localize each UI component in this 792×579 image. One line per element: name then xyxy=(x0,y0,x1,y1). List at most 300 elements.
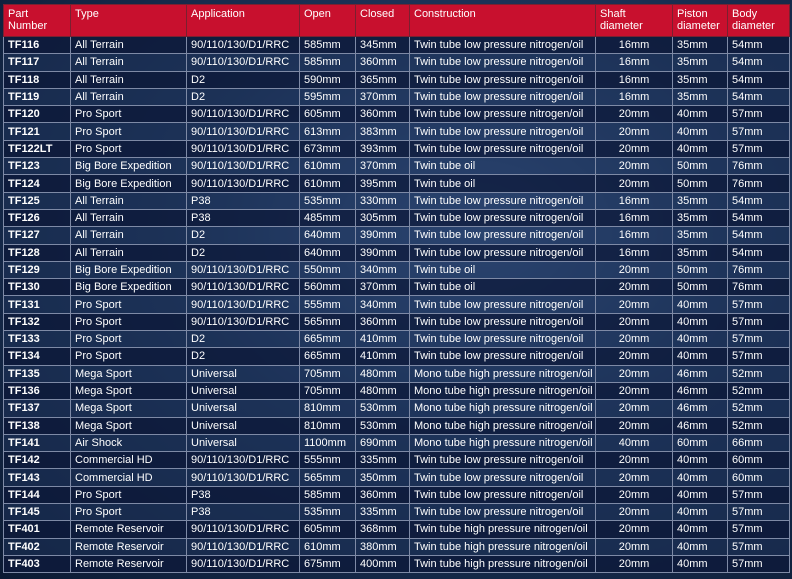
open-cell: 560mm xyxy=(300,279,356,296)
part-number-cell: TF117 xyxy=(4,54,71,71)
table-row xyxy=(4,452,790,469)
application-cell: D2 xyxy=(187,227,300,244)
type-cell: Pro Sport xyxy=(71,313,187,330)
closed-cell: 360mm xyxy=(356,313,410,330)
application-cell: 90/110/130/D1/RRC xyxy=(187,158,300,175)
open-cell: 1100mm xyxy=(300,434,356,451)
type-cell: Remote Reservoir xyxy=(71,538,187,555)
open-cell: 585mm xyxy=(300,486,356,503)
piston-diameter-cell: 40mm xyxy=(673,140,728,157)
closed-cell: 393mm xyxy=(356,140,410,157)
body-diameter-cell: 54mm xyxy=(728,71,790,88)
body-diameter-cell: 57mm xyxy=(728,313,790,330)
table-row xyxy=(4,37,790,54)
construction-cell: Twin tube low pressure nitrogen/oil xyxy=(410,486,596,503)
body-diameter-cell: 54mm xyxy=(728,88,790,105)
shaft-diameter-cell: 16mm xyxy=(596,209,673,226)
piston-diameter-cell: 35mm xyxy=(673,54,728,71)
table-row xyxy=(4,279,790,296)
open-cell: 665mm xyxy=(300,331,356,348)
application-cell: P38 xyxy=(187,486,300,503)
open-cell: 565mm xyxy=(300,469,356,486)
piston-diameter-cell: 40mm xyxy=(673,106,728,123)
piston-diameter-cell: 46mm xyxy=(673,417,728,434)
open-cell: 613mm xyxy=(300,123,356,140)
table-row xyxy=(4,469,790,486)
part-number-cell: TF126 xyxy=(4,209,71,226)
application-cell: 90/110/130/D1/RRC xyxy=(187,37,300,54)
open-cell: 535mm xyxy=(300,504,356,521)
construction-cell: Mono tube high pressure nitrogen/oil xyxy=(410,434,596,451)
table-row xyxy=(4,434,790,451)
shaft-diameter-cell: 40mm xyxy=(596,434,673,451)
type-cell: All Terrain xyxy=(71,244,187,261)
table-row xyxy=(4,227,790,244)
body-diameter-cell: 54mm xyxy=(728,209,790,226)
table-row xyxy=(4,382,790,399)
construction-cell: Twin tube low pressure nitrogen/oil xyxy=(410,37,596,54)
body-diameter-cell: 57mm xyxy=(728,123,790,140)
type-cell: All Terrain xyxy=(71,37,187,54)
body-diameter-cell: 57mm xyxy=(728,504,790,521)
application-cell: 90/110/130/D1/RRC xyxy=(187,261,300,278)
open-cell: 590mm xyxy=(300,71,356,88)
type-cell: All Terrain xyxy=(71,71,187,88)
part-number-cell: TF122LT xyxy=(4,140,71,157)
construction-cell: Mono tube high pressure nitrogen/oil xyxy=(410,365,596,382)
body-diameter-cell: 54mm xyxy=(728,192,790,209)
application-cell: Universal xyxy=(187,400,300,417)
application-cell: D2 xyxy=(187,348,300,365)
table-row xyxy=(4,365,790,382)
construction-cell: Twin tube high pressure nitrogen/oil xyxy=(410,555,596,572)
construction-cell: Mono tube high pressure nitrogen/oil xyxy=(410,417,596,434)
type-cell: Mega Sport xyxy=(71,365,187,382)
shaft-diameter-cell: 20mm xyxy=(596,296,673,313)
closed-cell: 370mm xyxy=(356,279,410,296)
piston-diameter-cell: 35mm xyxy=(673,71,728,88)
part-number-cell: TF118 xyxy=(4,71,71,88)
open-cell: 605mm xyxy=(300,106,356,123)
header-open: Open xyxy=(300,5,356,37)
body-diameter-cell: 57mm xyxy=(728,140,790,157)
closed-cell: 360mm xyxy=(356,486,410,503)
part-number-cell: TF135 xyxy=(4,365,71,382)
type-cell: Commercial HD xyxy=(71,469,187,486)
application-cell: 90/110/130/D1/RRC xyxy=(187,313,300,330)
application-cell: 90/110/130/D1/RRC xyxy=(187,452,300,469)
closed-cell: 365mm xyxy=(356,71,410,88)
open-cell: 810mm xyxy=(300,417,356,434)
table-row xyxy=(4,158,790,175)
application-cell: D2 xyxy=(187,331,300,348)
part-number-cell: TF136 xyxy=(4,382,71,399)
piston-diameter-cell: 40mm xyxy=(673,504,728,521)
closed-cell: 383mm xyxy=(356,123,410,140)
construction-cell: Twin tube low pressure nitrogen/oil xyxy=(410,313,596,330)
construction-cell: Twin tube low pressure nitrogen/oil xyxy=(410,192,596,209)
shaft-diameter-cell: 20mm xyxy=(596,417,673,434)
header-application: Application xyxy=(187,5,300,37)
body-diameter-cell: 57mm xyxy=(728,296,790,313)
shaft-diameter-cell: 20mm xyxy=(596,521,673,538)
type-cell: Remote Reservoir xyxy=(71,555,187,572)
body-diameter-cell: 52mm xyxy=(728,400,790,417)
piston-diameter-cell: 35mm xyxy=(673,209,728,226)
shaft-diameter-cell: 16mm xyxy=(596,192,673,209)
piston-diameter-cell: 40mm xyxy=(673,555,728,572)
closed-cell: 410mm xyxy=(356,331,410,348)
table-row xyxy=(4,175,790,192)
part-number-cell: TF142 xyxy=(4,452,71,469)
construction-cell: Twin tube oil xyxy=(410,279,596,296)
construction-cell: Twin tube oil xyxy=(410,261,596,278)
piston-diameter-cell: 46mm xyxy=(673,400,728,417)
piston-diameter-cell: 35mm xyxy=(673,37,728,54)
closed-cell: 400mm xyxy=(356,555,410,572)
application-cell: 90/110/130/D1/RRC xyxy=(187,296,300,313)
open-cell: 640mm xyxy=(300,227,356,244)
application-cell: 90/110/130/D1/RRC xyxy=(187,106,300,123)
open-cell: 610mm xyxy=(300,158,356,175)
application-cell: D2 xyxy=(187,71,300,88)
application-cell: Universal xyxy=(187,382,300,399)
closed-cell: 370mm xyxy=(356,88,410,105)
construction-cell: Twin tube low pressure nitrogen/oil xyxy=(410,71,596,88)
header-closed: Closed xyxy=(356,5,410,37)
table-row xyxy=(4,71,790,88)
body-diameter-cell: 57mm xyxy=(728,486,790,503)
body-diameter-cell: 57mm xyxy=(728,521,790,538)
body-diameter-cell: 54mm xyxy=(728,37,790,54)
type-cell: Remote Reservoir xyxy=(71,521,187,538)
construction-cell: Mono tube high pressure nitrogen/oil xyxy=(410,400,596,417)
open-cell: 535mm xyxy=(300,192,356,209)
part-number-cell: TF145 xyxy=(4,504,71,521)
part-number-cell: TF143 xyxy=(4,469,71,486)
shaft-diameter-cell: 20mm xyxy=(596,538,673,555)
table-row xyxy=(4,209,790,226)
closed-cell: 390mm xyxy=(356,227,410,244)
table-body xyxy=(4,37,790,573)
table-row xyxy=(4,504,790,521)
application-cell: 90/110/130/D1/RRC xyxy=(187,538,300,555)
closed-cell: 530mm xyxy=(356,400,410,417)
type-cell: All Terrain xyxy=(71,192,187,209)
closed-cell: 380mm xyxy=(356,538,410,555)
part-number-cell: TF131 xyxy=(4,296,71,313)
open-cell: 705mm xyxy=(300,365,356,382)
type-cell: Mega Sport xyxy=(71,400,187,417)
part-number-cell: TF129 xyxy=(4,261,71,278)
open-cell: 555mm xyxy=(300,296,356,313)
header-construction: Construction xyxy=(410,5,596,37)
header-shaft-diameter: Shaft diameter xyxy=(596,5,673,37)
application-cell: Universal xyxy=(187,365,300,382)
open-cell: 485mm xyxy=(300,209,356,226)
application-cell: Universal xyxy=(187,434,300,451)
shaft-diameter-cell: 20mm xyxy=(596,140,673,157)
construction-cell: Twin tube low pressure nitrogen/oil xyxy=(410,469,596,486)
part-number-cell: TF137 xyxy=(4,400,71,417)
closed-cell: 335mm xyxy=(356,504,410,521)
part-number-cell: TF402 xyxy=(4,538,71,555)
shaft-diameter-cell: 20mm xyxy=(596,504,673,521)
application-cell: 90/110/130/D1/RRC xyxy=(187,175,300,192)
header-body-diameter: Body diameter xyxy=(728,5,790,37)
part-number-cell: TF133 xyxy=(4,331,71,348)
application-cell: 90/110/130/D1/RRC xyxy=(187,279,300,296)
table-header-row xyxy=(4,5,790,37)
piston-diameter-cell: 40mm xyxy=(673,486,728,503)
table-row xyxy=(4,192,790,209)
piston-diameter-cell: 50mm xyxy=(673,175,728,192)
piston-diameter-cell: 46mm xyxy=(673,365,728,382)
type-cell: Pro Sport xyxy=(71,331,187,348)
part-number-cell: TF132 xyxy=(4,313,71,330)
body-diameter-cell: 76mm xyxy=(728,158,790,175)
table-row xyxy=(4,555,790,572)
piston-diameter-cell: 40mm xyxy=(673,538,728,555)
part-number-cell: TF124 xyxy=(4,175,71,192)
piston-diameter-cell: 46mm xyxy=(673,382,728,399)
application-cell: 90/110/130/D1/RRC xyxy=(187,469,300,486)
table-row xyxy=(4,106,790,123)
piston-diameter-cell: 40mm xyxy=(673,469,728,486)
shaft-diameter-cell: 20mm xyxy=(596,400,673,417)
application-cell: P38 xyxy=(187,209,300,226)
closed-cell: 410mm xyxy=(356,348,410,365)
application-cell: Universal xyxy=(187,417,300,434)
type-cell: Pro Sport xyxy=(71,106,187,123)
shaft-diameter-cell: 16mm xyxy=(596,88,673,105)
application-cell: 90/110/130/D1/RRC xyxy=(187,140,300,157)
type-cell: Pro Sport xyxy=(71,123,187,140)
piston-diameter-cell: 40mm xyxy=(673,296,728,313)
part-number-cell: TF120 xyxy=(4,106,71,123)
table-row xyxy=(4,417,790,434)
shaft-diameter-cell: 20mm xyxy=(596,486,673,503)
closed-cell: 368mm xyxy=(356,521,410,538)
open-cell: 555mm xyxy=(300,452,356,469)
open-cell: 585mm xyxy=(300,54,356,71)
closed-cell: 480mm xyxy=(356,365,410,382)
construction-cell: Twin tube low pressure nitrogen/oil xyxy=(410,140,596,157)
piston-diameter-cell: 35mm xyxy=(673,88,728,105)
shaft-diameter-cell: 16mm xyxy=(596,227,673,244)
open-cell: 640mm xyxy=(300,244,356,261)
body-diameter-cell: 57mm xyxy=(728,555,790,572)
header-type: Type xyxy=(71,5,187,37)
open-cell: 675mm xyxy=(300,555,356,572)
body-diameter-cell: 54mm xyxy=(728,227,790,244)
piston-diameter-cell: 50mm xyxy=(673,279,728,296)
shaft-diameter-cell: 16mm xyxy=(596,37,673,54)
closed-cell: 390mm xyxy=(356,244,410,261)
construction-cell: Twin tube low pressure nitrogen/oil xyxy=(410,296,596,313)
part-number-cell: TF138 xyxy=(4,417,71,434)
shaft-diameter-cell: 20mm xyxy=(596,158,673,175)
shaft-diameter-cell: 20mm xyxy=(596,331,673,348)
table-row xyxy=(4,88,790,105)
type-cell: All Terrain xyxy=(71,54,187,71)
closed-cell: 530mm xyxy=(356,417,410,434)
construction-cell: Twin tube high pressure nitrogen/oil xyxy=(410,538,596,555)
closed-cell: 395mm xyxy=(356,175,410,192)
body-diameter-cell: 57mm xyxy=(728,106,790,123)
body-diameter-cell: 52mm xyxy=(728,382,790,399)
shaft-diameter-cell: 20mm xyxy=(596,123,673,140)
piston-diameter-cell: 40mm xyxy=(673,521,728,538)
part-number-cell: TF125 xyxy=(4,192,71,209)
construction-cell: Twin tube low pressure nitrogen/oil xyxy=(410,227,596,244)
type-cell: Big Bore Expedition xyxy=(71,279,187,296)
body-diameter-cell: 66mm xyxy=(728,434,790,451)
part-number-cell: TF123 xyxy=(4,158,71,175)
part-number-cell: TF116 xyxy=(4,37,71,54)
type-cell: All Terrain xyxy=(71,209,187,226)
table-row xyxy=(4,521,790,538)
closed-cell: 690mm xyxy=(356,434,410,451)
type-cell: Big Bore Expedition xyxy=(71,175,187,192)
construction-cell: Twin tube low pressure nitrogen/oil xyxy=(410,331,596,348)
shaft-diameter-cell: 20mm xyxy=(596,555,673,572)
body-diameter-cell: 76mm xyxy=(728,261,790,278)
piston-diameter-cell: 50mm xyxy=(673,261,728,278)
closed-cell: 340mm xyxy=(356,296,410,313)
header-piston-diameter: Piston diameter xyxy=(673,5,728,37)
part-number-cell: TF130 xyxy=(4,279,71,296)
application-cell: P38 xyxy=(187,192,300,209)
closed-cell: 345mm xyxy=(356,37,410,54)
piston-diameter-cell: 35mm xyxy=(673,192,728,209)
table-row xyxy=(4,140,790,157)
closed-cell: 305mm xyxy=(356,209,410,226)
open-cell: 595mm xyxy=(300,88,356,105)
shaft-diameter-cell: 16mm xyxy=(596,54,673,71)
piston-diameter-cell: 40mm xyxy=(673,452,728,469)
body-diameter-cell: 76mm xyxy=(728,175,790,192)
piston-diameter-cell: 40mm xyxy=(673,348,728,365)
part-number-cell: TF119 xyxy=(4,88,71,105)
type-cell: Pro Sport xyxy=(71,140,187,157)
header-part-number: Part Number xyxy=(4,5,71,37)
construction-cell: Mono tube high pressure nitrogen/oil xyxy=(410,382,596,399)
type-cell: Big Bore Expedition xyxy=(71,158,187,175)
shaft-diameter-cell: 20mm xyxy=(596,279,673,296)
application-cell: D2 xyxy=(187,244,300,261)
table-row xyxy=(4,348,790,365)
open-cell: 605mm xyxy=(300,521,356,538)
body-diameter-cell: 60mm xyxy=(728,469,790,486)
type-cell: Pro Sport xyxy=(71,486,187,503)
application-cell: 90/110/130/D1/RRC xyxy=(187,54,300,71)
shaft-diameter-cell: 20mm xyxy=(596,313,673,330)
shock-absorber-spec-table xyxy=(3,4,790,573)
piston-diameter-cell: 40mm xyxy=(673,313,728,330)
table-row xyxy=(4,313,790,330)
body-diameter-cell: 57mm xyxy=(728,331,790,348)
part-number-cell: TF134 xyxy=(4,348,71,365)
open-cell: 665mm xyxy=(300,348,356,365)
table-row xyxy=(4,54,790,71)
type-cell: All Terrain xyxy=(71,227,187,244)
table-row xyxy=(4,400,790,417)
application-cell: 90/110/130/D1/RRC xyxy=(187,123,300,140)
type-cell: Mega Sport xyxy=(71,417,187,434)
closed-cell: 360mm xyxy=(356,106,410,123)
body-diameter-cell: 54mm xyxy=(728,244,790,261)
piston-diameter-cell: 60mm xyxy=(673,434,728,451)
table-row xyxy=(4,261,790,278)
closed-cell: 350mm xyxy=(356,469,410,486)
shaft-diameter-cell: 20mm xyxy=(596,261,673,278)
shaft-diameter-cell: 20mm xyxy=(596,365,673,382)
construction-cell: Twin tube low pressure nitrogen/oil xyxy=(410,244,596,261)
open-cell: 810mm xyxy=(300,400,356,417)
shaft-diameter-cell: 20mm xyxy=(596,348,673,365)
type-cell: Air Shock xyxy=(71,434,187,451)
shaft-diameter-cell: 20mm xyxy=(596,106,673,123)
table-row xyxy=(4,244,790,261)
body-diameter-cell: 52mm xyxy=(728,365,790,382)
construction-cell: Twin tube low pressure nitrogen/oil xyxy=(410,106,596,123)
construction-cell: Twin tube high pressure nitrogen/oil xyxy=(410,521,596,538)
construction-cell: Twin tube low pressure nitrogen/oil xyxy=(410,209,596,226)
part-number-cell: TF403 xyxy=(4,555,71,572)
body-diameter-cell: 60mm xyxy=(728,452,790,469)
piston-diameter-cell: 40mm xyxy=(673,331,728,348)
part-number-cell: TF127 xyxy=(4,227,71,244)
open-cell: 673mm xyxy=(300,140,356,157)
open-cell: 585mm xyxy=(300,37,356,54)
type-cell: Pro Sport xyxy=(71,504,187,521)
construction-cell: Twin tube low pressure nitrogen/oil xyxy=(410,88,596,105)
closed-cell: 360mm xyxy=(356,54,410,71)
table-row xyxy=(4,296,790,313)
part-number-cell: TF141 xyxy=(4,434,71,451)
closed-cell: 480mm xyxy=(356,382,410,399)
application-cell: P38 xyxy=(187,504,300,521)
part-number-cell: TF144 xyxy=(4,486,71,503)
part-number-cell: TF128 xyxy=(4,244,71,261)
closed-cell: 335mm xyxy=(356,452,410,469)
type-cell: Mega Sport xyxy=(71,382,187,399)
application-cell: 90/110/130/D1/RRC xyxy=(187,555,300,572)
table-row xyxy=(4,331,790,348)
construction-cell: Twin tube low pressure nitrogen/oil xyxy=(410,54,596,71)
open-cell: 610mm xyxy=(300,175,356,192)
part-number-cell: TF401 xyxy=(4,521,71,538)
shaft-diameter-cell: 20mm xyxy=(596,469,673,486)
body-diameter-cell: 57mm xyxy=(728,348,790,365)
open-cell: 565mm xyxy=(300,313,356,330)
piston-diameter-cell: 40mm xyxy=(673,123,728,140)
shaft-diameter-cell: 20mm xyxy=(596,452,673,469)
table-row xyxy=(4,486,790,503)
table-row xyxy=(4,538,790,555)
construction-cell: Twin tube oil xyxy=(410,175,596,192)
open-cell: 705mm xyxy=(300,382,356,399)
closed-cell: 370mm xyxy=(356,158,410,175)
piston-diameter-cell: 35mm xyxy=(673,227,728,244)
type-cell: Pro Sport xyxy=(71,348,187,365)
body-diameter-cell: 52mm xyxy=(728,417,790,434)
type-cell: Big Bore Expedition xyxy=(71,261,187,278)
construction-cell: Twin tube low pressure nitrogen/oil xyxy=(410,452,596,469)
construction-cell: Twin tube low pressure nitrogen/oil xyxy=(410,504,596,521)
piston-diameter-cell: 35mm xyxy=(673,244,728,261)
